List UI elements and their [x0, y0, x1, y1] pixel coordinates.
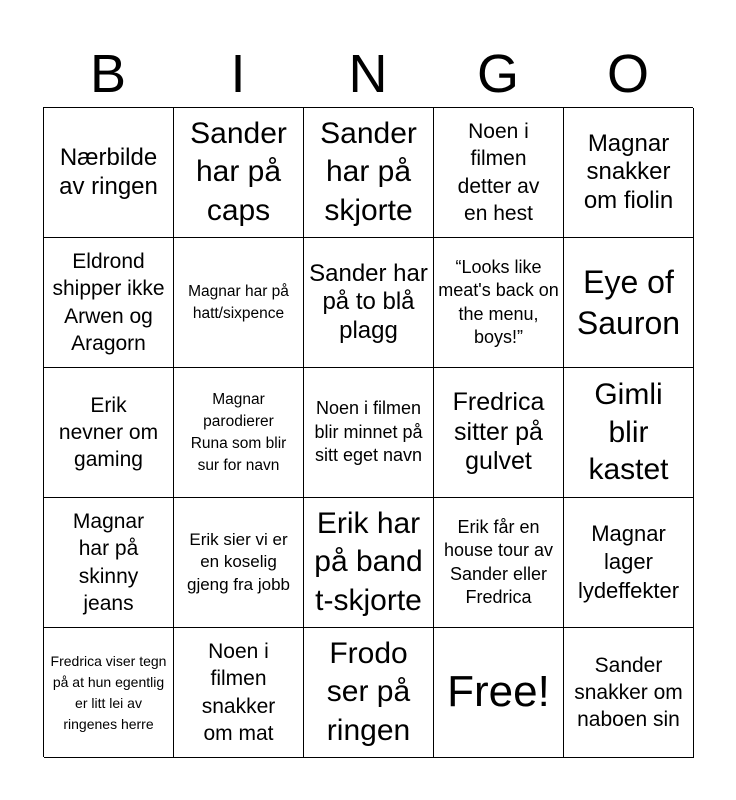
cell-text: Sander har på caps	[190, 116, 287, 227]
bingo-cell-r2c4[interactable]	[434, 238, 564, 368]
bingo-cell-r4c4[interactable]	[434, 498, 564, 628]
cell-text: Noen i filmen detter av en hest	[457, 119, 540, 225]
bingo-cell-r2c2[interactable]	[174, 238, 304, 368]
cell-text: Frodo ser på ringen	[326, 636, 411, 747]
header-letter-n: N	[348, 44, 388, 104]
cell-text: Magnar har på skinny jeans	[72, 509, 145, 615]
cell-text: Eldrond shipper ikke Arwen og Aragorn	[52, 249, 165, 355]
bingo-cell-r5c4[interactable]	[434, 628, 564, 758]
cell-text: Magnar parodierer Runa som blir sur for navn	[190, 390, 287, 474]
cell-text: Sander snakker om naboen sin	[574, 653, 683, 732]
cell-text: Magnar har på hatt/sixpence	[188, 282, 289, 322]
cell-text: Erik nevner om gaming	[58, 393, 159, 472]
bingo-cell-r3c2[interactable]	[174, 368, 304, 498]
cell-text: Fredrica sitter på gulvet	[452, 388, 545, 476]
cell-text: Eye of Sauron	[576, 263, 681, 341]
cell-text: Gimli blir kastet	[588, 378, 669, 487]
cell-text: Magnar lager lydeffekter	[577, 520, 680, 603]
cell-text: Magnar snakker om fiolin	[583, 130, 674, 214]
bingo-cell-r1c1[interactable]	[44, 108, 174, 238]
bingo-cell-r3c4[interactable]	[434, 368, 564, 498]
bingo-cell-r4c5[interactable]	[564, 498, 694, 628]
bingo-cell-r1c5[interactable]	[564, 108, 694, 238]
bingo-cell-r1c3[interactable]	[304, 108, 434, 238]
cell-text: Fredrica viser tegn på at hun egentlig er litt lei av ringenes herre	[50, 652, 167, 732]
bingo-cell-r5c5[interactable]	[564, 628, 694, 758]
bingo-cell-r2c5[interactable]	[564, 238, 694, 368]
cell-text: Sander har på to blå plagg	[309, 260, 428, 344]
bingo-grid	[43, 107, 693, 757]
header-letter-i: I	[230, 44, 246, 104]
cell-text: Nærbilde av ringen	[59, 144, 158, 200]
header-letter-o: O	[606, 44, 649, 104]
cell-text: Sander har på skjorte	[320, 116, 417, 227]
bingo-cell-r2c3[interactable]	[304, 238, 434, 368]
header-letter-g: G	[476, 44, 519, 104]
bingo-cell-r3c3[interactable]	[304, 368, 434, 498]
bingo-cell-r2c1[interactable]	[44, 238, 174, 368]
bingo-cell-r3c5[interactable]	[564, 368, 694, 498]
bingo-cell-r5c1[interactable]	[44, 628, 174, 758]
bingo-cell-r1c2[interactable]	[174, 108, 304, 238]
cell-text: Noen i filmen snakker om mat	[201, 639, 276, 745]
bingo-cell-r5c3[interactable]	[304, 628, 434, 758]
cell-text: Erik får en house tour av Sander eller Fredrica	[443, 516, 554, 607]
cell-text: “Looks like meat's back on the menu, boys!”	[438, 256, 559, 347]
bingo-cell-r1c4[interactable]	[434, 108, 564, 238]
bingo-cell-r4c2[interactable]	[174, 498, 304, 628]
bingo-cell-r4c3[interactable]	[304, 498, 434, 628]
cell-text: Erik har på band t-skjorte	[314, 506, 423, 617]
cell-text: Erik sier vi er en koselig gjeng fra jobb	[186, 530, 291, 594]
free-space: Free!	[447, 667, 550, 717]
bingo-cell-r5c2[interactable]	[174, 628, 304, 758]
bingo-cell-r4c1[interactable]	[44, 498, 174, 628]
bingo-header	[43, 40, 693, 108]
header-letter-b: B	[89, 44, 127, 104]
bingo-cell-r3c1[interactable]	[44, 368, 174, 498]
cell-text: Noen i filmen blir minnet på sitt eget navn	[314, 398, 423, 466]
